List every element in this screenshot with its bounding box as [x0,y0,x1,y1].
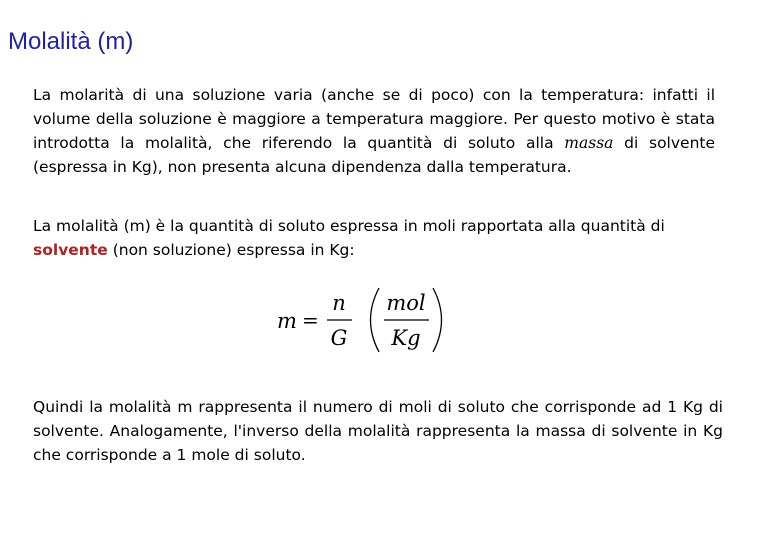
paragraph1-italic-word: massa [564,134,614,152]
paragraph-molality-definition [33,214,715,262]
slide-title: Molalità (m) [8,28,134,55]
paragraph1-text-after: di solvente (espressa in Kg), non presenta alcuna dipendenza dalla temperatura. [33,134,716,176]
paragraph2-text-before: La molalità (m) è la quantità di soluto espressa in moli rapportata alla quantità di [33,217,665,235]
paragraph-molality-meaning: Quindi la molalità m rappresenta il numero di moli di soluto che corrisponde ad 1 Kg di solvente. Analogamente, l'inverso della molalità rappresenta la massa di solvente in Kg che corrisponde a 1 mole di soluto. [33,398,723,464]
formula-denominator: G [330,326,348,350]
formula-unit-denominator: Kg [391,326,421,350]
molality-formula [272,282,452,362]
paragraph2-text-after: (non soluzione) espressa in Kg: [107,241,355,259]
formula-equals-sign: = [302,308,319,332]
formula-numerator: n [332,291,346,315]
paragraph1-text-before: La molarità di una soluzione varia (anche se di poco) con la temperatura: infatti il volume della soluzione è maggiore a temperatura maggiore. Per questo motivo è stata introdotta la molalità, che riferendo la quantità di soluto alla [33,86,715,152]
paragraph-molarity-temperature [33,83,715,179]
formula-left-paren [371,288,380,352]
formula-lhs: m [277,309,297,333]
paragraph2-highlight-word: solvente [33,241,108,259]
formula-right-paren [433,288,442,352]
formula-unit-numerator: mol [386,291,426,315]
